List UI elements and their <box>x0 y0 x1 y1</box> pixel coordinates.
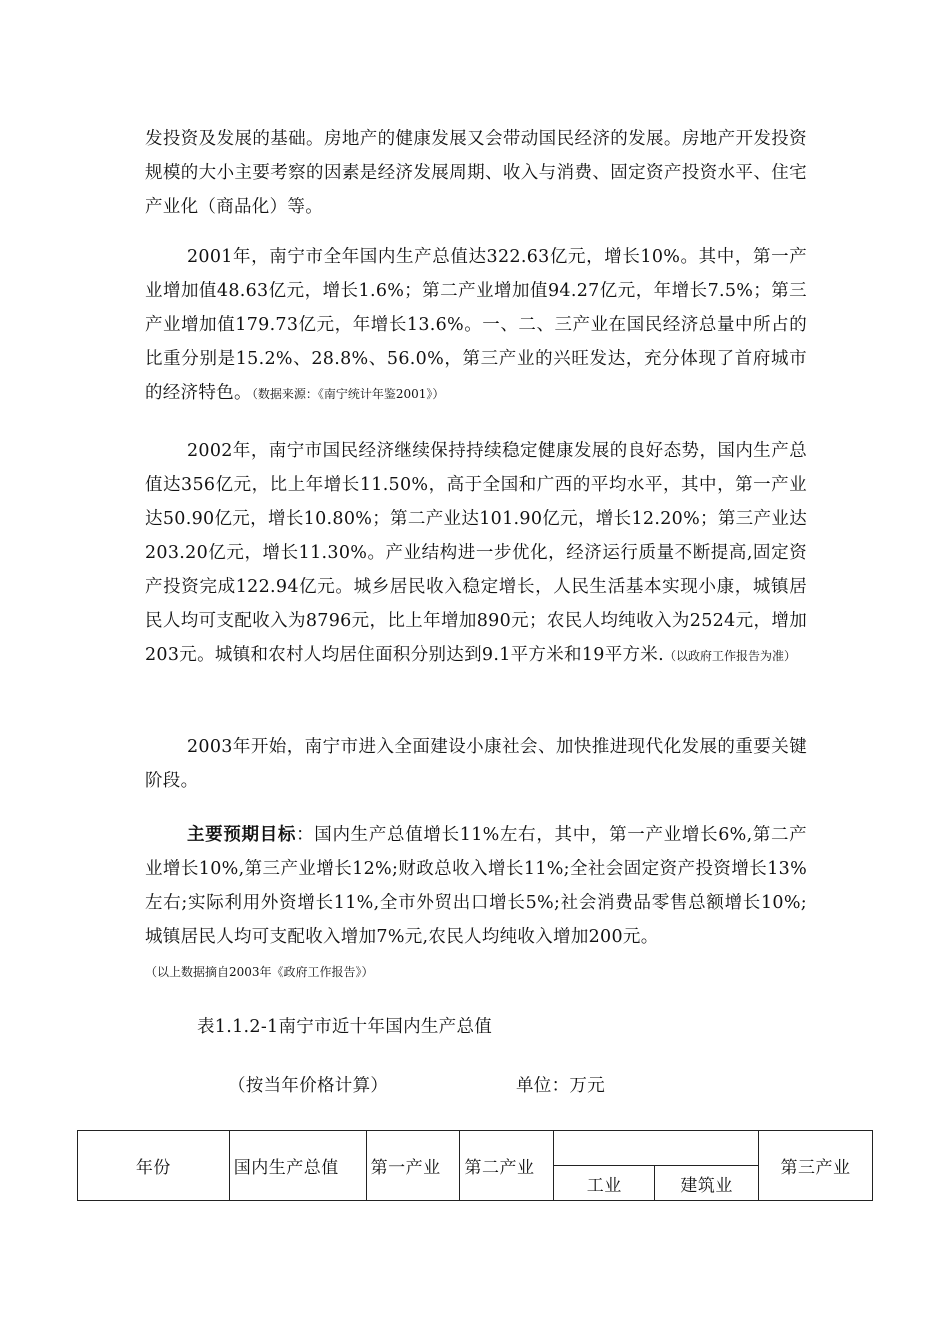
header-secondary-breakdown <box>554 1131 759 1166</box>
paragraph-text: 2001年，南宁市全年国内生产总值达322.63亿元，增长10%。其中，第一产业增加值48.63亿元，增长1.6%；第二产业增加值94.27亿元，年增长7.5%；第三产业增加值179.73亿元，年增长13.6%。一、二、三产业在国民经济总量中所占的比重分别是15.2%、28.8%、56.0%，第三产业的兴旺发达，充分体现了首府城市的经济特色。 <box>145 247 807 403</box>
paragraph-2001-economy <box>145 240 807 411</box>
targets-label: 主要预期目标 <box>187 825 297 845</box>
paragraph-real-estate-investment <box>145 122 807 224</box>
source-note: （以政府工作报告为准） <box>663 649 796 663</box>
source-note: （以上数据摘自2003年《政府工作报告》） <box>145 965 374 979</box>
header-construction: 建筑业 <box>655 1166 759 1201</box>
header-tertiary: 第三产业 <box>759 1131 873 1201</box>
gdp-table <box>77 1130 873 1201</box>
header-industry: 工业 <box>554 1166 655 1201</box>
paragraph-text: 发投资及发展的基础。房地产的健康发展又会带动国民经济的发展。房地产开发投资规模的大小主要考察的因素是经济发展周期、收入与消费、固定资产投资水平、住宅产业化（商品化）等。 <box>145 129 807 217</box>
table-title: 表1.1.2-1南宁市近十年国内生产总值 <box>197 1017 493 1037</box>
source-note: （数据来源：《南宁统计年鉴2001》） <box>251 387 445 401</box>
paragraph-text: 2002年，南宁市国民经济继续保持持续稳定健康发展的良好态势，国内生产总值达356亿元，比上年增长11.50%，高于全国和广西的平均水平，其中，第一产业达50.90亿元，增长10.80%；第二产业达101.90亿元，增长12.20%；第三产业达203.20亿元，增长11.30%。产业结构进一步优化，经济运行质量不断提高,固定资产投资完成122.94亿元。城乡居民收入稳定增长，人民生活基本实现小康，城镇居民人均可支配收入为8796元，比上年增加890元；农民人均纯收入为2524元，增加203元。城镇和农村人均居住面积分别达到9.1平方米和19平方米. <box>145 441 807 665</box>
paragraph-main-targets <box>145 818 807 989</box>
unit-label: 单位：万元 <box>516 1076 605 1096</box>
paragraph-2003-stage <box>145 730 807 798</box>
paragraph-text: ：国内生产总值增长11%左右，其中，第一产业增长6%,第二产业增长10%,第三产业增长12%;财政总收入增长11%;全社会固定资产投资增长13%左右;实际利用外资增长11%,全市外贸出口增长5%;社会消费品零售总额增长10%;城镇居民人均可支配收入增加7%元,农民人均纯收入增加200元。 <box>145 825 807 947</box>
header-gdp: 国内生产总值 <box>229 1131 366 1201</box>
header-primary: 第一产业 <box>366 1131 460 1201</box>
price-basis-note: （按当年价格计算） <box>228 1076 389 1096</box>
header-secondary: 第二产业 <box>460 1131 554 1201</box>
header-year: 年份 <box>78 1131 230 1201</box>
paragraph-2002-economy <box>145 434 807 673</box>
paragraph-text: 2003年开始，南宁市进入全面建设小康社会、加快推进现代化发展的重要关键阶段。 <box>145 737 807 791</box>
